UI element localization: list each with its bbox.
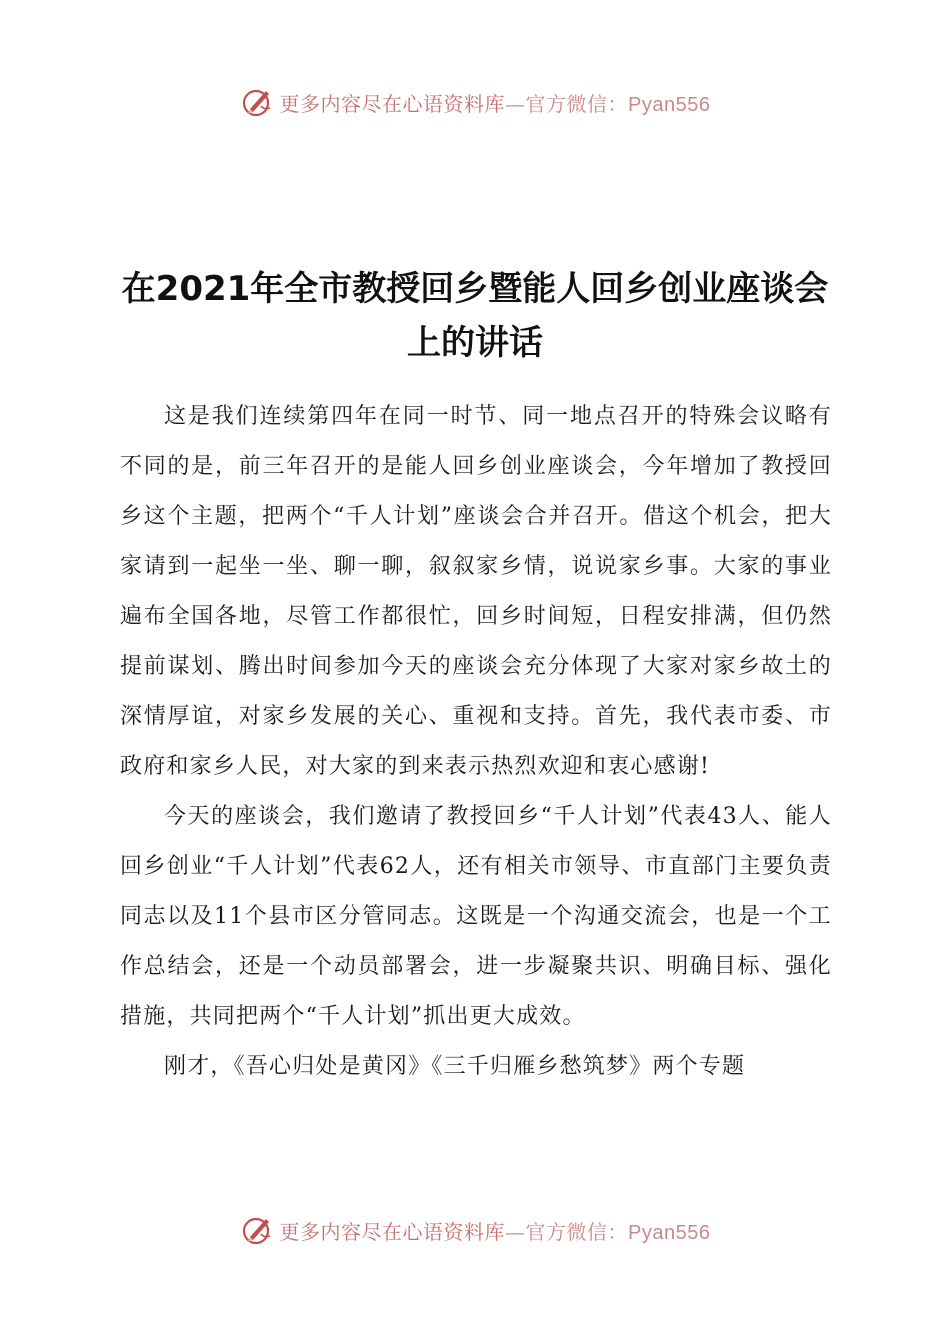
- paragraph-3: 刚才，《吾心归处是黄冈》《三千归雁乡愁筑梦》两个专题: [164, 1054, 746, 1079]
- footer-banner-text: 更多内容尽在心语资料库—官方微信：Pyan556: [279, 1219, 711, 1244]
- paragraph-1: 这是我们连续第四年在同一时节、同一地点召开的特殊会议略有不同的是，前三年召开的是能人回乡创业座谈会，今年增加了教授回乡这个主题，把两个“千人计划”座谈会合并召开。借这个机会，把大家请到一起坐一坐、聊一聊，叙叙家乡情，说说家乡事。大家的事业遍布全国各地，尽管工作都很忙，回乡时间短，日程安排满，但仍然提前谋划、腾出时间参加今天的座谈会充分体现了大家对家乡故土的深情厚谊，对家乡发展的关心、重视和支持。首先，我代表市委、市政府和家乡人民，对大家的到来表示热烈欢迎和衷心感谢!: [120, 404, 832, 779]
- header-watermark-banner: [0, 80, 950, 124]
- paragraph-2: 今天的座谈会，我们邀请了教授回乡“千人计划”代表43人、能人回乡创业“千人计划”代表62人，还有相关市领导、市直部门主要负责同志以及11个县市区分管同志。这既是一个沟通交流会，也是一个工作总结会，还是一个动员部署会，进一步凝聚共识、明确目标、强化措施，共同把两个“千人计划”抓出更大成效。: [120, 804, 832, 1029]
- document-body: [120, 392, 832, 1092]
- header-banner-text: 更多内容尽在心语资料库—官方微信：Pyan556: [279, 91, 711, 116]
- document-title: 在2021年全市教授回乡暨能人回乡创业座谈会上的讲话: [121, 269, 829, 363]
- footer-watermark-banner: [0, 1208, 950, 1252]
- pen-circle-logo-icon: [240, 84, 276, 120]
- pen-circle-logo-icon: [240, 1212, 276, 1248]
